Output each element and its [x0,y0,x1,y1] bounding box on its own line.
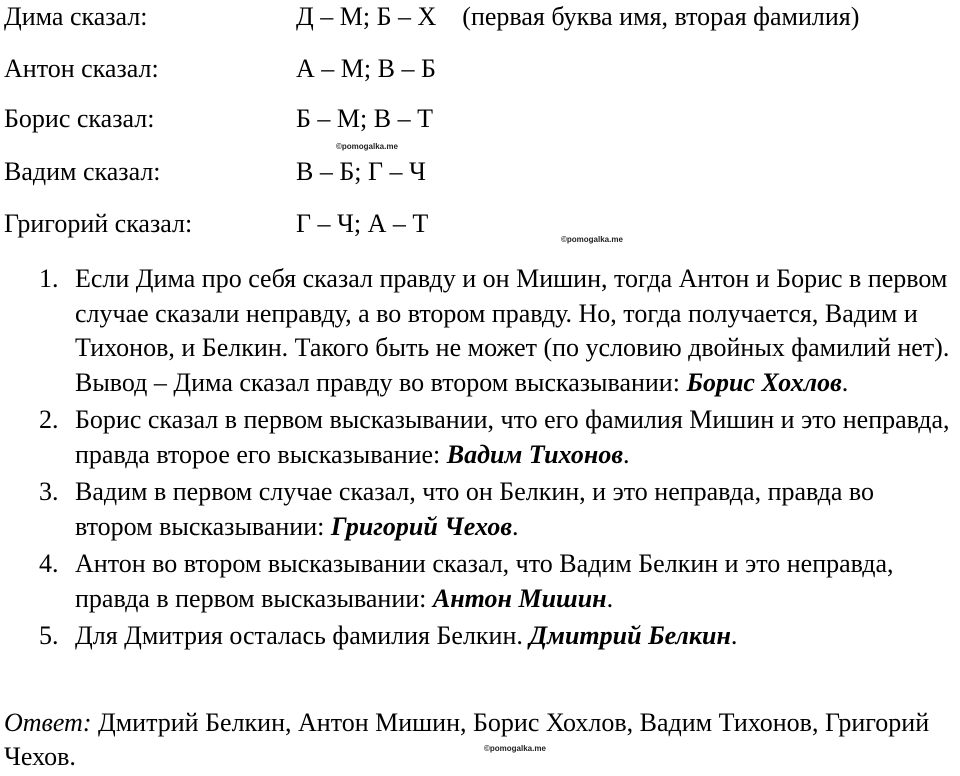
step-text: Для Дмитрия осталась фамилия Белкин. [75,621,530,650]
solution-steps-list [0,262,960,657]
step-tail: . [730,621,738,650]
step-tail: . [841,367,849,397]
watermark-text: ©pomogalka.me [336,142,398,151]
statement-row [4,104,433,134]
statement-pairs: Д – М; Б – Х [296,2,437,31]
statement-pairs: В – Б; Г – Ч [296,157,426,186]
statement-row [4,209,428,239]
statement-speaker: Вадим сказал: [4,157,161,186]
statement-speaker: Борис сказал: [4,104,155,133]
solution-step [0,619,955,654]
statement-pairs: А – М; В – Б [296,54,436,83]
solution-step [0,475,955,544]
step-text: Борис сказал в первом высказывании, что его фамилия Мишин и это неправда, правда второе его высказывание: [75,405,950,469]
step-number: 4. [39,549,59,578]
step-number: 3. [39,477,59,506]
answer-label: Ответ: [4,708,92,737]
step-text: Антон во втором высказывании сказал, что Вадим Белкин и это неправда, правда в первом высказывании: [75,549,894,613]
step-tail: . [511,511,519,541]
watermark-text: ©pomogalka.me [561,235,623,244]
step-conclusion: Борис Хохлов [686,367,842,397]
step-conclusion: Вадим Тихонов [446,439,623,469]
step-conclusion: Антон Мишин [432,583,607,613]
answer-text: Дмитрий Белкин, Антон Мишин, Борис Хохлов, Вадим Тихонов, Григорий Чехов. [4,708,930,771]
statement-row [4,54,436,84]
step-text: Если Дима про себя сказал правду и он Мишин, тогда Антон и Борис в первом случае сказали неправду, а во втором правду. Но, тогда получается, Вадим и Тихонов, и Белкин. Такого быть не может (по условию двойных фамилий нет). Вывод – Дима сказал правду во втором высказывании: [75,264,950,397]
statement-pairs: Б – М; В – Т [296,104,433,133]
solution-step [0,262,955,400]
solution-step [0,403,955,472]
answer-paragraph [4,706,944,774]
statement-speaker: Григорий сказал: [4,209,193,238]
step-number: 2. [39,405,59,434]
step-text: Вадим в первом случае сказал, что он Белкин, и это неправда, правда во втором высказывании: [75,477,875,541]
statement-note: (первая буква имя, вторая фамилия) [462,2,860,31]
step-tail: . [606,583,614,613]
step-number: 5. [39,621,59,650]
watermark-text: ©pomogalka.me [484,744,546,753]
statement-row [4,2,859,32]
step-conclusion: Григорий Чехов [330,511,512,541]
statement-speaker: Дима сказал: [4,2,148,31]
statement-row [4,157,426,187]
step-conclusion: Дмитрий Белкин [529,621,731,650]
statement-speaker: Антон сказал: [4,54,159,83]
step-number: 1. [39,264,59,293]
step-tail: . [622,439,630,469]
solution-step [0,547,955,616]
statement-pairs: Г – Ч; А – Т [296,209,429,238]
